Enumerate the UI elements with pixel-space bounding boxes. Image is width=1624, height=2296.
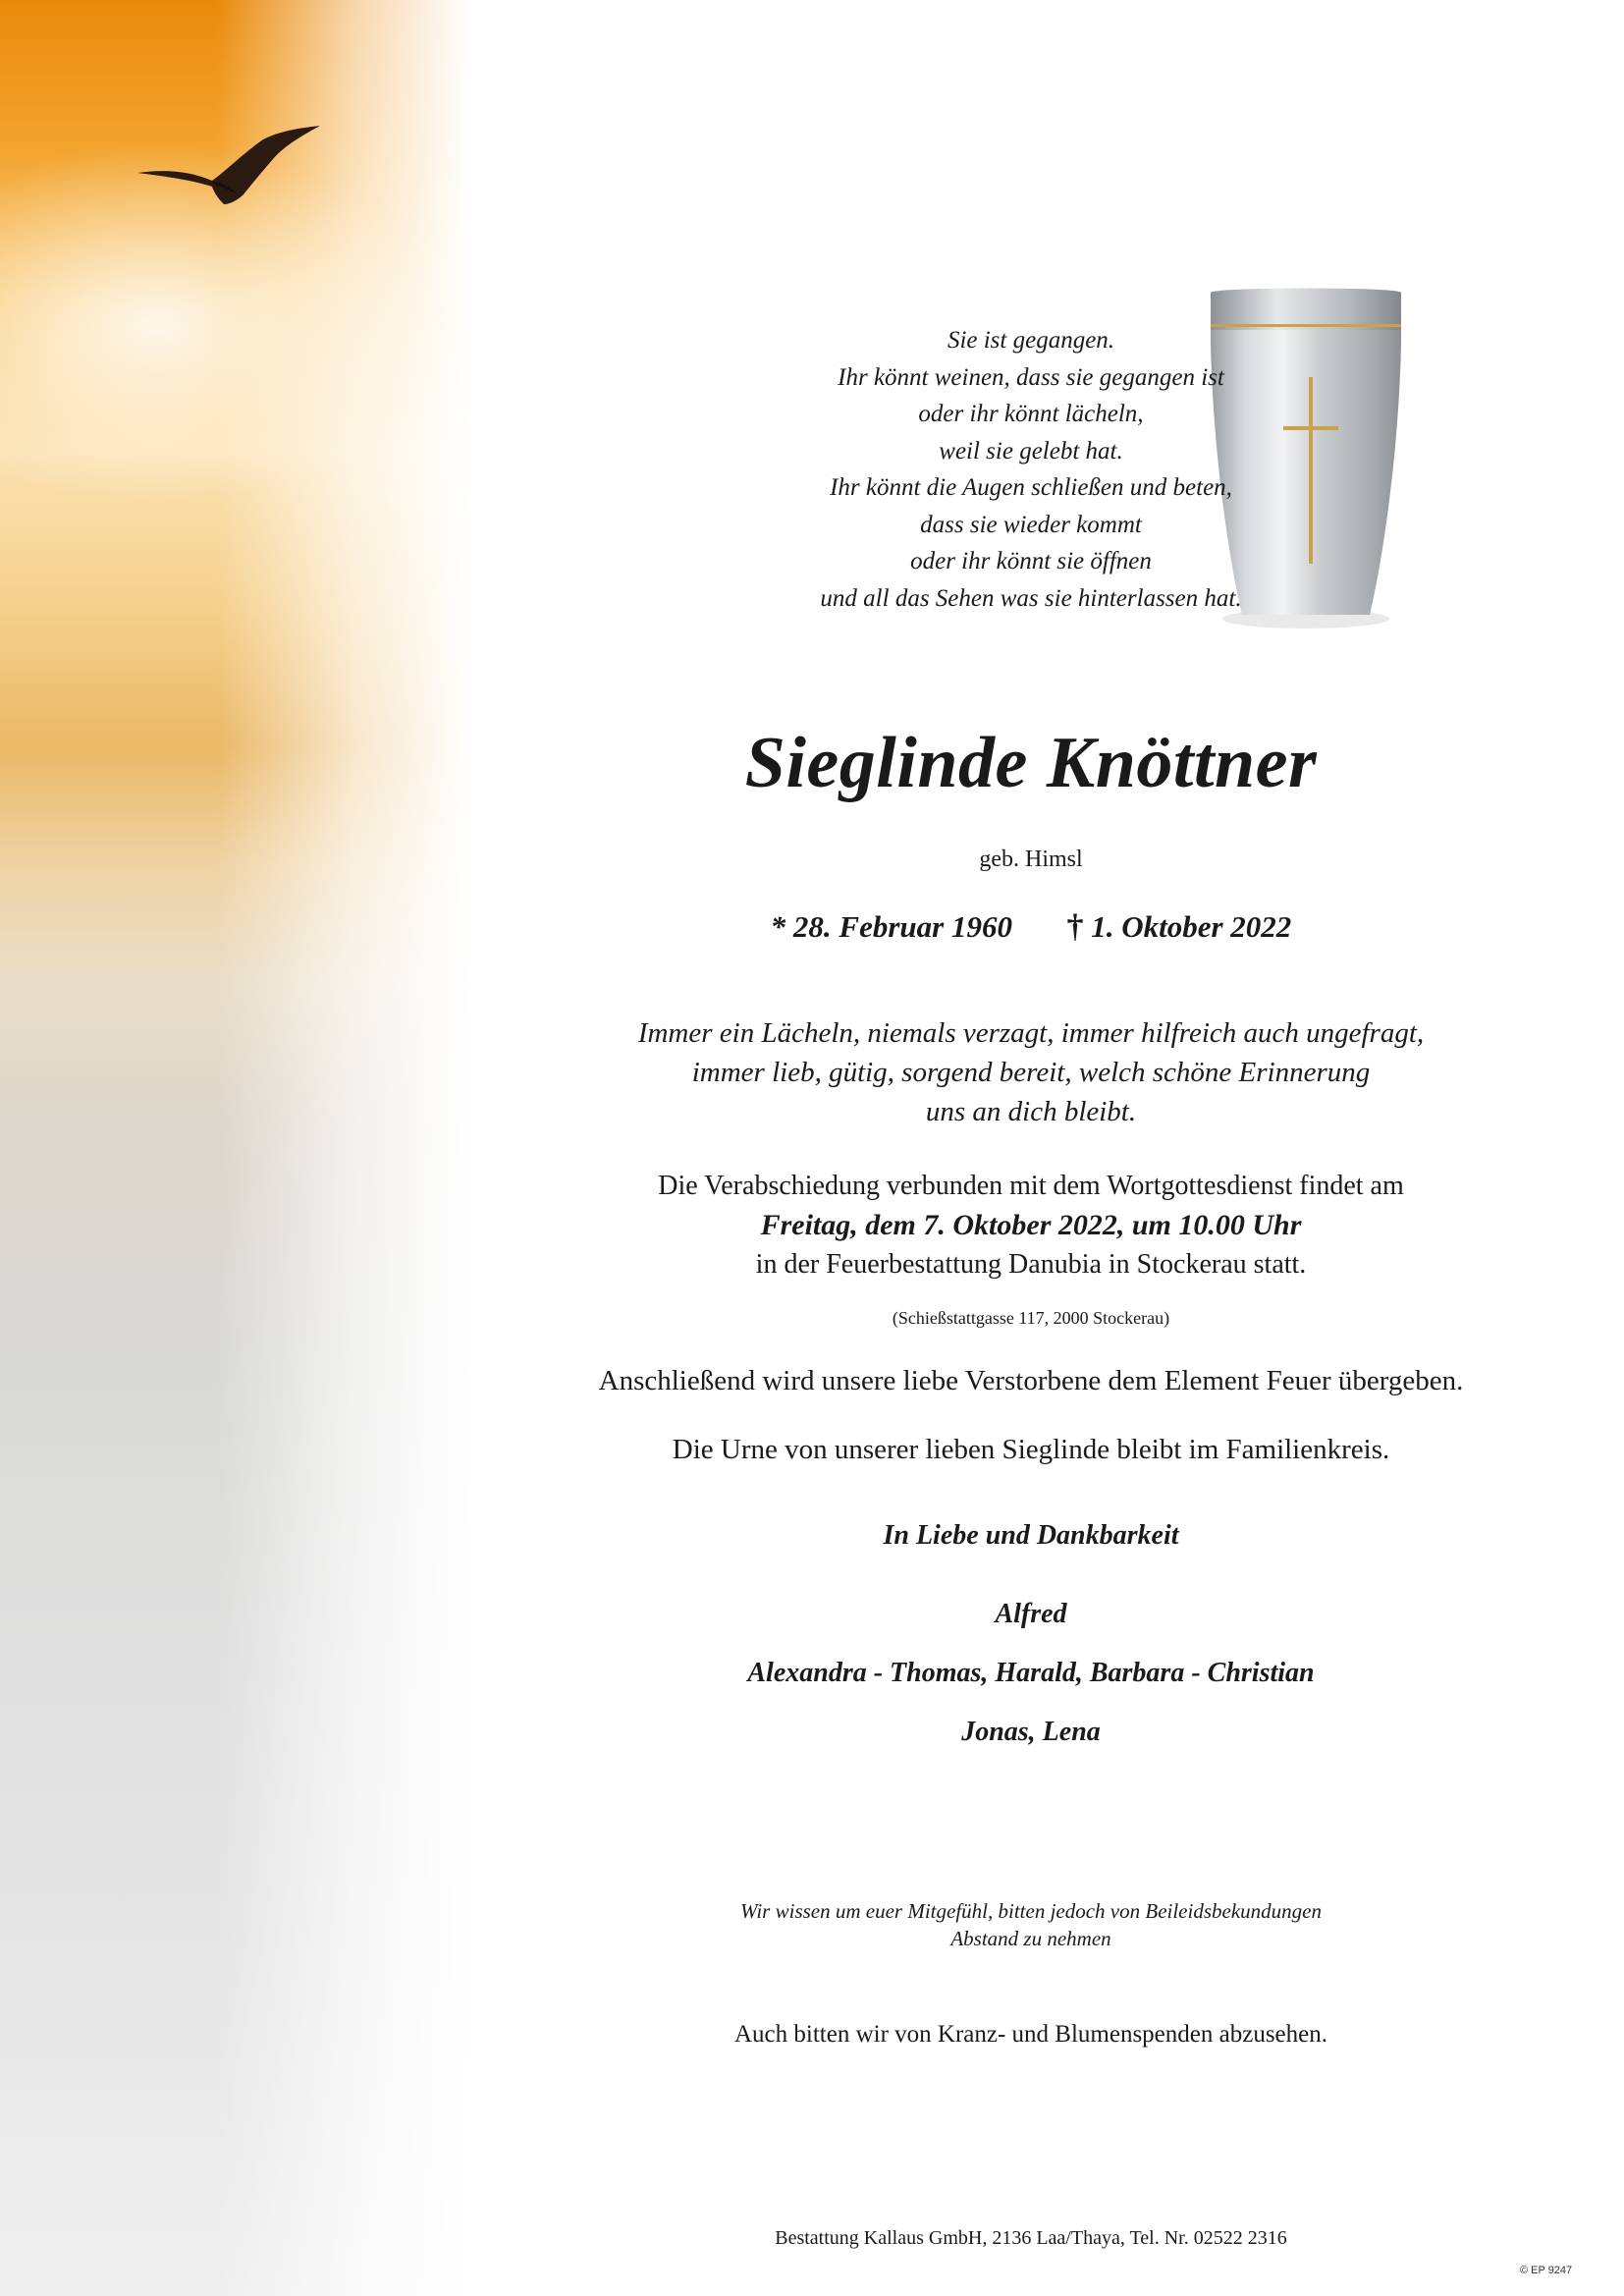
poem-line: oder ihr könnt lächeln, — [918, 401, 1144, 427]
family-line: Alfred — [995, 1599, 1067, 1629]
death-date: 1. Oktober 2022 — [1091, 909, 1292, 944]
service-address: (Schießstattgasse 117, 2000 Stockerau) — [892, 1308, 1170, 1328]
life-dates — [520, 908, 1542, 946]
family-line: Jonas, Lena — [961, 1717, 1101, 1747]
condolence-request — [520, 1897, 1542, 1952]
background-fade — [0, 0, 491, 2296]
template-code: © EP 9247 — [1520, 2265, 1573, 2276]
funeral-home-footer: Bestattung Kallaus GmbH, 2136 Laa/Thaya, Tel. Nr. 02522 2316 — [775, 2227, 1287, 2249]
service-location: in der Feuerbestattung Danubia in Stockerau statt. — [755, 1249, 1307, 1280]
poem-line: oder ihr könnt sie öffnen — [910, 548, 1152, 574]
poem-line: und all das Sehen was sie hinterlassen hat. — [820, 584, 1242, 612]
tribute-line: Immer ein Lächeln, niemals verzagt, immer hilfreich auch ungefragt, — [637, 1017, 1425, 1049]
poem-line: Sie ist gegangen. — [947, 327, 1115, 354]
condolence-line: Abstand zu nehmen — [950, 1927, 1111, 1950]
death-cross-icon: † — [1066, 908, 1084, 945]
urn-note: Die Urne von unserer lieben Sieglinde bleibt im Familienkreis. — [672, 1434, 1390, 1465]
flowers-note: Auch bitten wir von Kranz- und Blumenspenden abzusehen. — [733, 2021, 1327, 2048]
memorial-poem — [520, 322, 1542, 617]
service-intro: Die Verabschiedung verbunden mit dem Wortgottesdienst findet am — [658, 1171, 1404, 1201]
tribute-line: immer lieb, gütig, sorgend bereit, welch schöne Erinnerung — [691, 1057, 1371, 1088]
birth-date: * 28. Februar 1960 — [770, 909, 1012, 944]
family-line: Alexandra - Thomas, Harald, Barbara - Christian — [747, 1658, 1315, 1688]
condolence-line: Wir wissen um euer Mitgefühl, bitten jedoch von Beileidsbekundungen — [740, 1899, 1322, 1923]
bird-icon — [135, 126, 322, 214]
tribute-line: uns an dich bleibt. — [925, 1096, 1137, 1127]
cremation-note: Anschließend wird unsere liebe Verstorbene dem Element Feuer übergeben. — [598, 1365, 1464, 1396]
service-info — [520, 1167, 1542, 1285]
deceased-name: Sieglinde Knöttner — [744, 723, 1318, 803]
birth-name: geb. Himsl — [979, 847, 1083, 872]
tribute-verse — [520, 1013, 1542, 1131]
closing-phrase: In Liebe und Dankbarkeit — [883, 1520, 1179, 1551]
poem-line: Ihr könnt weinen, dass sie gegangen ist — [838, 363, 1224, 391]
poem-line: weil sie gelebt hat. — [939, 437, 1123, 465]
poem-line: Ihr könnt die Augen schließen und beten, — [830, 474, 1232, 501]
service-datetime: Freitag, dem 7. Oktober 2022, um 10.00 Uhr — [760, 1209, 1302, 1241]
poem-line: dass sie wieder kommt — [920, 511, 1142, 538]
